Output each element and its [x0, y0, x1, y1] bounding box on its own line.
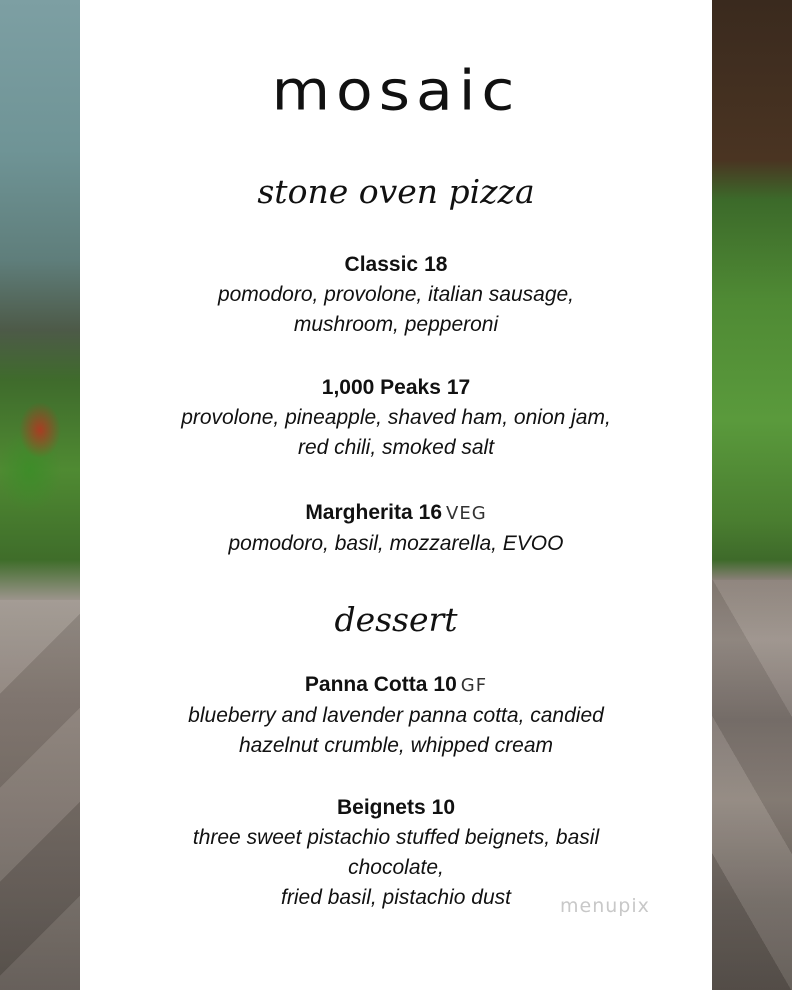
section-title-pizza: stone oven pizza — [257, 172, 535, 211]
item-description-line: pomodoro, basil, mozzarella, EVOO — [228, 532, 564, 555]
menu-item-panna-cotta — [80, 670, 712, 761]
menu-item-1000-peaks — [80, 373, 712, 463]
item-heading — [80, 498, 712, 529]
item-description-line: fried basil, pistachio dust — [281, 886, 511, 909]
item-name: Beignets — [336, 796, 426, 819]
section-title-dessert: dessert — [334, 600, 458, 639]
item-heading — [80, 670, 712, 701]
item-heading — [80, 250, 712, 280]
item-price: 16 — [418, 501, 443, 524]
item-heading — [80, 373, 712, 403]
item-description-line: provolone, pineapple, shaved ham, onion jam, — [181, 406, 611, 429]
item-description-line: mushroom, pepperoni — [293, 313, 499, 336]
item-name: Margherita — [305, 501, 413, 524]
watermark-text: menupix — [560, 895, 650, 917]
item-description-line: three sweet pistachio stuffed beignets, basil — [192, 826, 600, 849]
item-price: 17 — [446, 376, 471, 399]
item-name: Panna Cotta — [304, 673, 428, 696]
item-name: Classic — [344, 253, 419, 276]
menu-item-classic — [80, 250, 712, 340]
dietary-tag-gf: GF — [460, 675, 488, 696]
dietary-tag-veg: VEG — [446, 503, 487, 524]
item-description-line: hazelnut crumble, whipped cream — [239, 734, 553, 757]
restaurant-logo: mosaic — [271, 58, 521, 124]
background-photo-right — [712, 0, 792, 990]
item-heading — [80, 793, 712, 823]
item-price: 10 — [431, 796, 456, 819]
item-description-line: blueberry and lavender panna cotta, candied — [188, 704, 604, 727]
background-photo-left — [0, 0, 80, 990]
item-description-line: red chili, smoked salt — [297, 436, 495, 459]
item-description-line: chocolate, — [348, 856, 444, 879]
item-name: 1,000 Peaks — [321, 376, 441, 399]
item-description-line: pomodoro, provolone, italian sausage, — [217, 283, 575, 306]
item-price: 18 — [424, 253, 448, 276]
menu-item-margherita — [80, 498, 712, 559]
menu-card — [80, 0, 712, 990]
item-price: 10 — [433, 673, 457, 696]
